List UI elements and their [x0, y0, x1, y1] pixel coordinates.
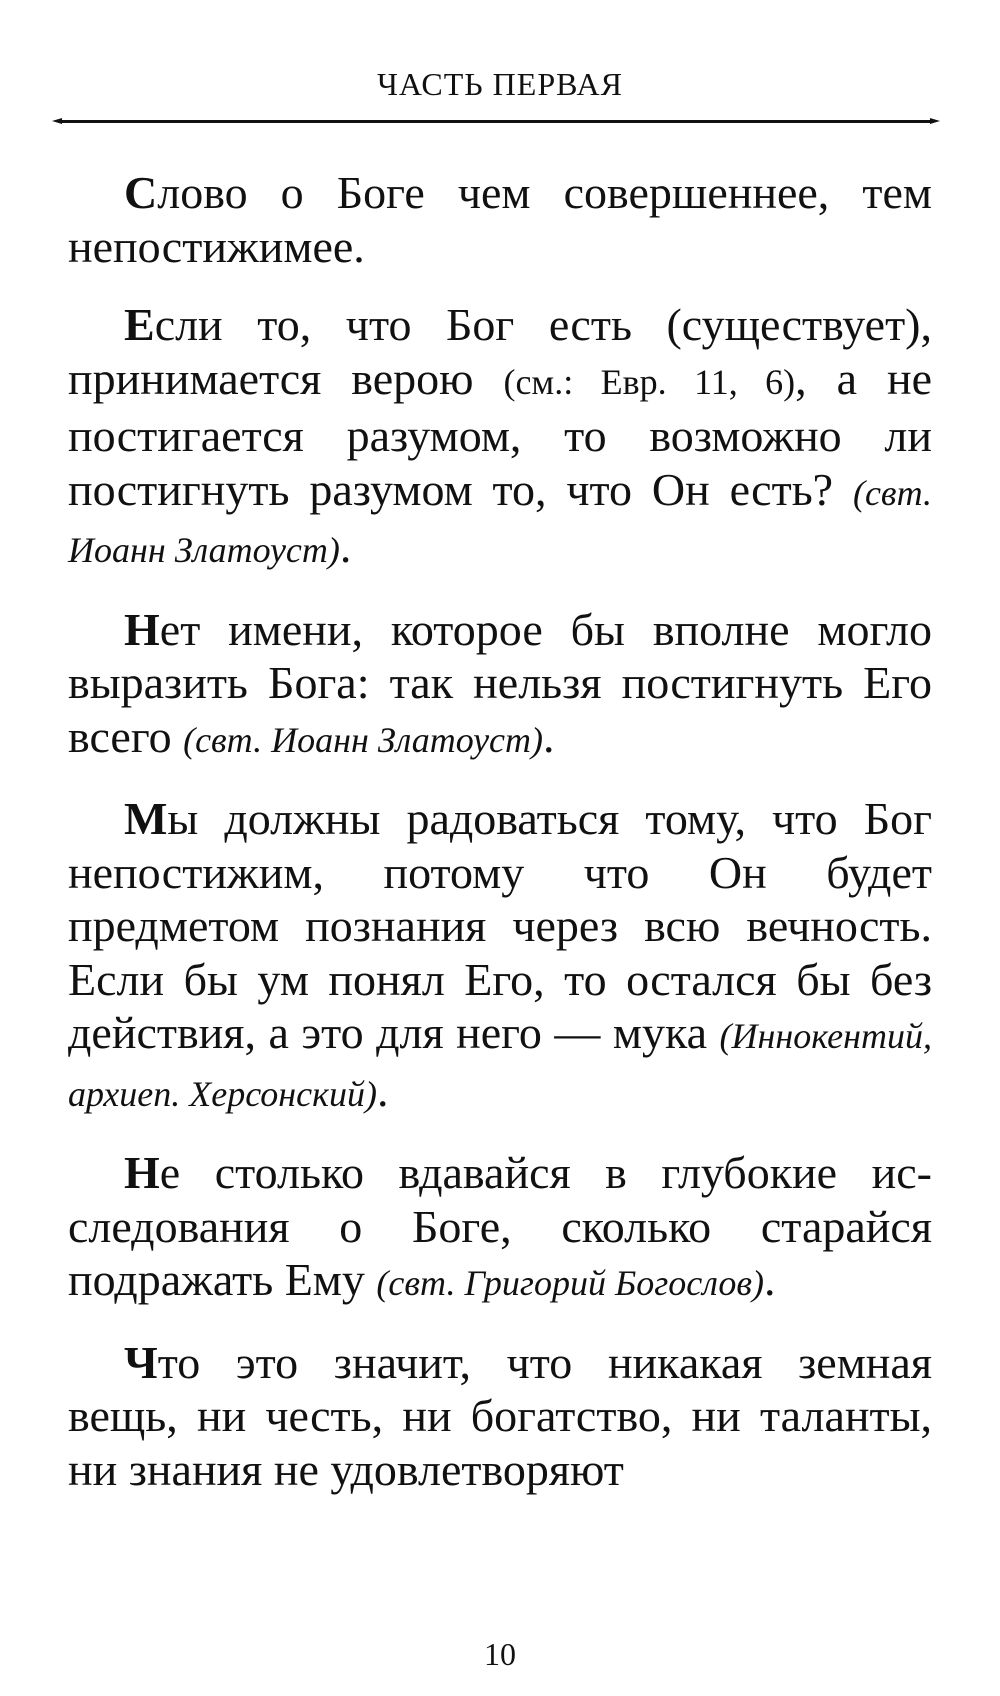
- header-rule: [60, 120, 932, 123]
- paragraph-end: .: [543, 710, 555, 762]
- running-title: ЧАСТЬ ПЕРВАЯ: [377, 66, 623, 102]
- paragraph-end: .: [763, 1254, 776, 1305]
- attribution: (свт. Иоанн Златоуст): [183, 719, 544, 760]
- paragraph-text: , а не постигается разумом, то возможно ли постигнуть разумом то, что Он есть?: [68, 352, 933, 515]
- paragraph-4: [68, 792, 932, 1121]
- paragraph-end: .: [376, 1064, 389, 1116]
- attribution: (свт. Иоанн Златоуст): [68, 472, 932, 570]
- paragraph-text: лово о Боге чем совершеннее, тем непостижимее.: [68, 167, 932, 272]
- scripture-reference: (см.: Евр. 11, 6): [503, 361, 796, 402]
- paragraph-end: .: [339, 521, 352, 572]
- attribution: (Иннокентий, архиеп. Херсонский): [68, 1016, 932, 1114]
- paragraph-initial: М: [124, 793, 168, 844]
- paragraph-initial: Н: [124, 603, 160, 655]
- paragraph-text: ет имени, которое бы вполне могло выразить Бога: так нельзя постигнуть Его всего: [68, 603, 932, 762]
- paragraph-text: е столько вдавайся в глубокие исследования о Боге, сколько старайся подражать Ему: [68, 1147, 932, 1305]
- paragraph-text: ы должны радоваться тому, что Бог непостижим, потому что Он будет предметом познания через всю вечность. Если бы ум понял Его, то остался бы без действия, а это для него — мука: [68, 793, 932, 1058]
- paragraph-initial: Ч: [124, 1336, 158, 1388]
- body-text: [68, 166, 932, 1521]
- attribution: (свт. Григорий Богослов): [376, 1263, 764, 1303]
- paragraph-6: [68, 1336, 932, 1497]
- paragraph-initial: С: [124, 167, 158, 218]
- paragraph-1: [68, 166, 932, 273]
- paragraph-initial: Е: [124, 299, 155, 350]
- paragraph-text: сли то, что Бог есть (существует), принимается верою: [68, 299, 932, 404]
- paragraph-text: то это значит, что никакая земная вещь, ни честь, ни богатство, ни таланты, ни знания не удовлетворяют: [68, 1336, 932, 1495]
- paragraph-2: [68, 298, 932, 578]
- paragraph-5: [68, 1146, 932, 1311]
- page-number: 10: [484, 1636, 516, 1672]
- paragraph-3: [68, 603, 932, 768]
- paragraph-initial: Н: [124, 1147, 160, 1198]
